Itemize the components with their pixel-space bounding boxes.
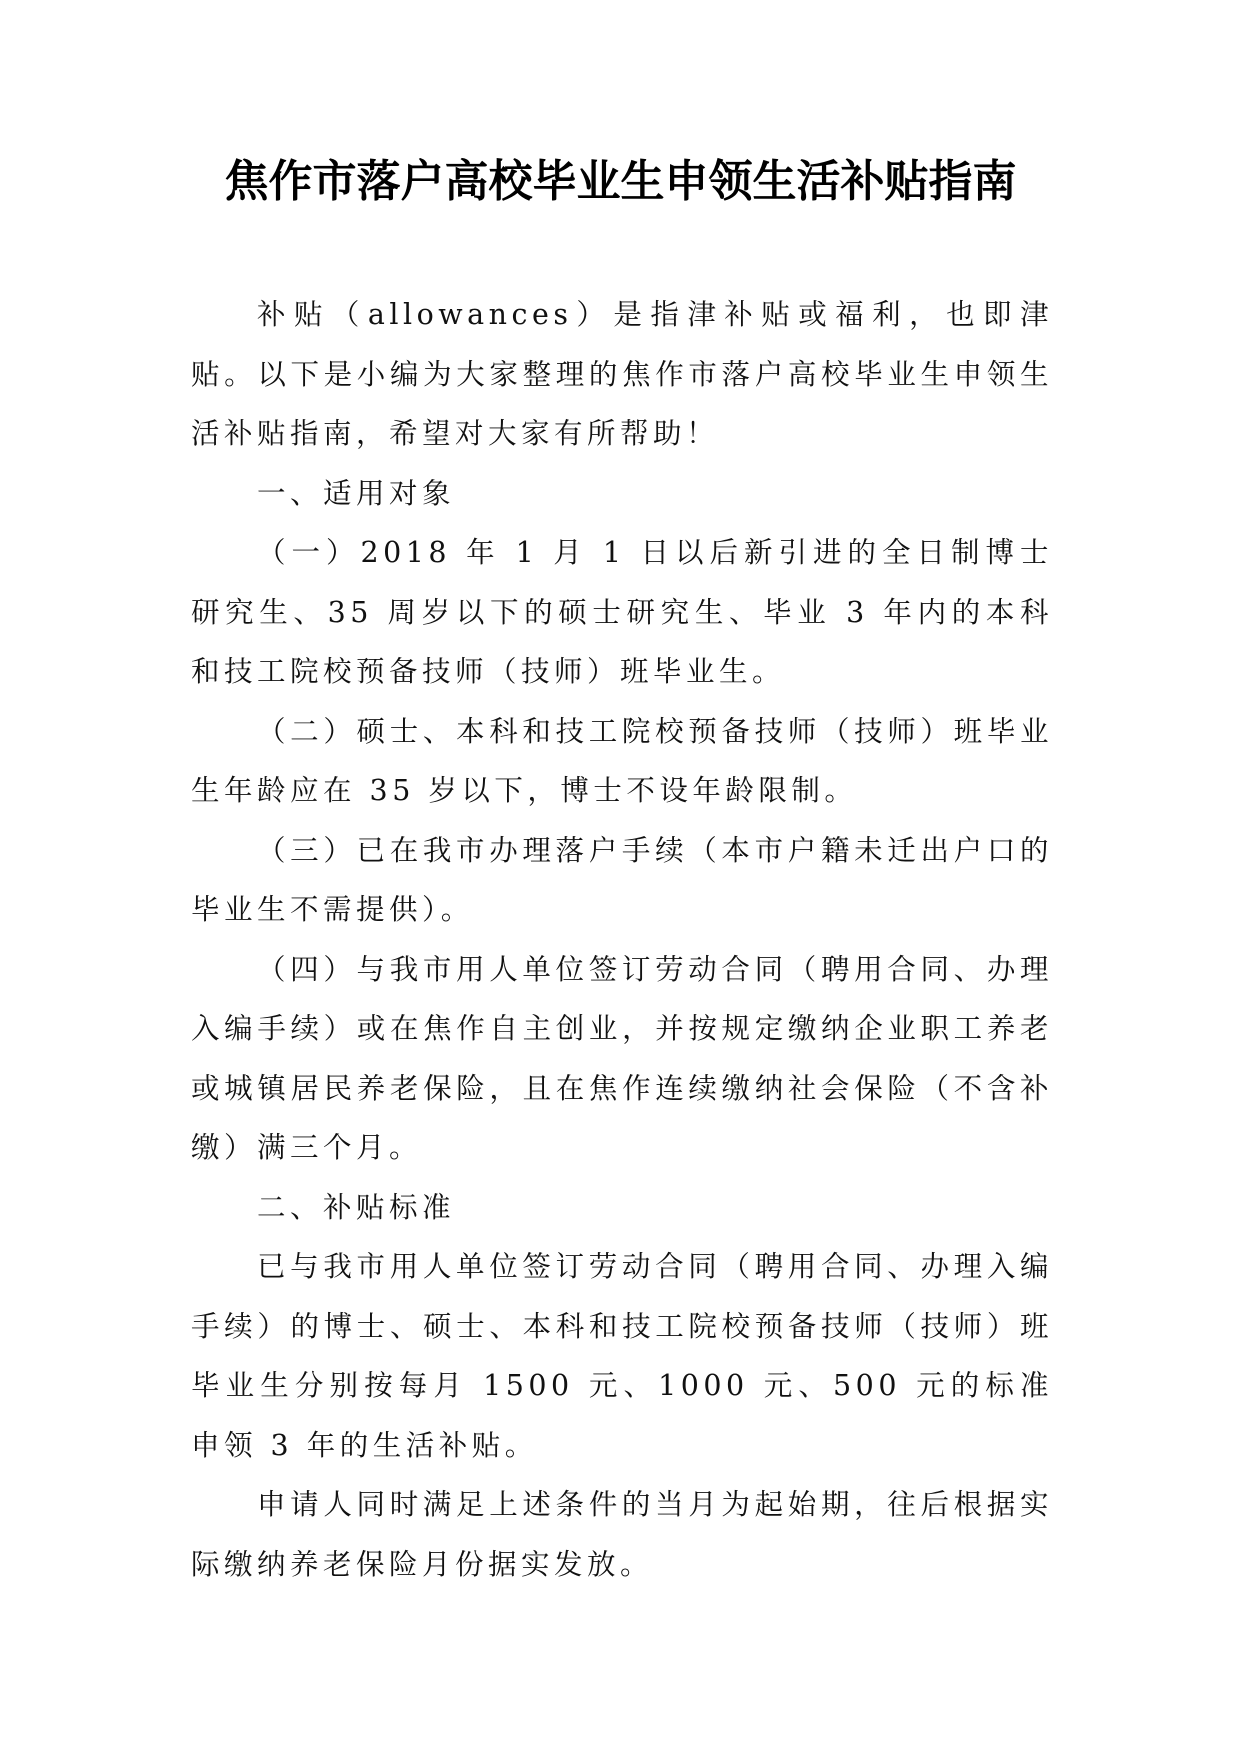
eligibility-item-3: （三）已在我市办理落户手续（本市户籍未迁出户口的毕业生不需提供）。 xyxy=(191,833,1053,926)
standard-paragraph-2: 申请人同时满足上述条件的当月为起始期，往后根据实际缴纳养老保险月份据实发放。 xyxy=(191,1488,1053,1581)
standard-paragraph-1: 已与我市用人单位签订劳动合同（聘用合同、办理入编手续）的博士、硕士、本科和技工院校预备技师（技师）班毕业生分别按每月 1500 元、1000 元、500 元的标准申领 3 年的生活补贴。 xyxy=(191,1250,1053,1462)
eligibility-item-1: （一）2018 年 1 月 1 日以后新引进的全日制博士研究生、35 周岁以下的硕士研究生、毕业 3 年内的本科和技工院校预备技师（技师）班毕业生。 xyxy=(191,536,1053,688)
intro-paragraph: 补贴（allowances）是指津补贴或福利，也即津贴。以下是小编为大家整理的焦作市落户高校毕业生申领生活补贴指南，希望对大家有所帮助！ xyxy=(191,298,1053,450)
eligibility-item-4: （四）与我市用人单位签订劳动合同（聘用合同、办理入编手续）或在焦作自主创业，并按规定缴纳企业职工养老或城镇居民养老保险，且在焦作连续缴纳社会保险（不含补缴）满三个月。 xyxy=(191,952,1053,1164)
section-heading-standard: 二、补贴标准 xyxy=(257,1190,456,1224)
document-title: 焦作市落户高校毕业生申领生活补贴指南 xyxy=(224,156,1017,207)
document-body xyxy=(191,285,1053,1594)
eligibility-item-2: （二）硕士、本科和技工院校预备技师（技师）班毕业生年龄应在 35 岁以下，博士不设年龄限制。 xyxy=(191,714,1053,807)
section-heading-eligibility: 一、适用对象 xyxy=(257,476,456,510)
